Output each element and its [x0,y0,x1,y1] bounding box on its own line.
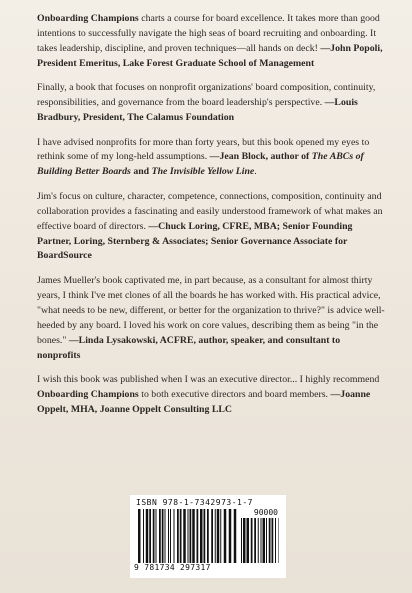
endorsement-attribution: —Chuck Loring, CFRE, MBA; Senior Founding Partner, Loring, Sternberg & Associates; Senior Governance Associate for BoardSource [37,220,353,262]
barcode-bar [192,509,195,563]
attribution-prefix: —Jean Block, author of [209,151,312,163]
barcode-bars [138,509,238,563]
barcode-bar [263,518,266,563]
endorsement-text: I wish this book was published when I was an executive director... I highly recommend [37,374,380,385]
endorsement-popoli [37,12,385,72]
barcode-bar [162,509,164,563]
endorsement-text: I have advised nonprofits for more than forty years, but this book opened my eyes to rethink some of my long-held assumptions. [37,136,370,163]
barcode-bar [272,518,274,563]
barcode-digits: 9 781734 297317 [134,563,211,572]
price-addon-bars [241,518,279,563]
barcode-bar [200,509,203,563]
barcode-bar [170,509,171,563]
barcode-bar [234,509,237,563]
barcode-bar [168,509,169,563]
barcode-bar [197,509,199,563]
attribution-end: . [254,166,257,178]
barcode-bar [258,518,259,563]
barcode-bar [149,509,151,563]
endorsement-attribution: —Louis Bradbury, President, The Calamus Foundation [37,97,358,124]
barcode-bar [165,509,166,563]
endorsement-text: to both executive directors and board members. [138,388,331,400]
barcode-bar [269,518,271,563]
barcode-bar [180,509,182,563]
endorsement-oppelt [37,373,385,418]
isbn-barcode [130,495,286,578]
barcode-bar [188,509,189,563]
endorsement-attribution: —John Popoli, President Emeritus, Lake Forest Graduate School of Management [37,42,383,69]
endorsements [37,12,385,427]
isbn-label: ISBN 978-1-7342973-1-7 [136,498,253,507]
barcode-bar [251,518,253,563]
barcode-bar [183,509,186,563]
barcode-bar [174,509,175,563]
barcode-bar [153,509,155,563]
cited-book-title: The ABCs of Building Better Boards [37,151,364,178]
barcode-bar [224,509,227,563]
endorsement-text: charts a course for board excellence. It takes more than good intentions to successfully navigate the high seas of board recruiting and onboarding. It takes leadership, discipline, and proven techniques—all hands on deck! [37,13,380,54]
attribution-connector: and [130,166,152,178]
barcode-bar [207,509,209,563]
barcode-bar [204,509,206,563]
endorsement-text: James Mueller's book captivated me, in part because, as a consultant for almost thirty years, I think I've met clones of all the boards he has worked with. His practical advice, "what needs to be new, different, or better for the organization to thrive?" is advice well-heeded by any board. I loved his work on core values, describing them as being "in the bones." [37,274,385,346]
barcode-bar [220,509,221,563]
endorsement-loring [37,190,385,265]
book-title: Onboarding Champions [37,13,139,24]
endorsement-text: Jim's focus on culture, character, competence, connections, composition, continuity and collaboration provides a fascinating and easily understood framework of what makes an effective board of directors. [37,190,383,232]
endorsement-attribution: —Joanne Oppelt, MHA, Joanne Oppelt Consulting LLC [37,388,371,415]
endorsement-attribution: —Linda Lysakowski, ACFRE, author, speaker, and consultant to nonprofits [37,334,341,361]
barcode-bar [229,509,232,563]
barcode-bar [146,509,149,563]
barcode-bar [247,518,250,563]
barcode-bar [243,518,246,563]
barcode-bar [211,509,213,563]
book-title: Onboarding Champions [37,388,139,400]
barcode-bar [215,509,216,563]
barcode-bar [143,509,144,563]
endorsement-block [37,136,385,181]
barcode-bar [279,518,280,563]
barcode-bar [254,518,256,563]
endorsement-text: Finally, a book that focuses on nonprofit organizations' board composition, continuity, responsibilities, and governance from the board leadership's perspective. [37,82,376,109]
barcode-bar [241,518,242,563]
barcode-bar [138,509,141,563]
barcode-bar [217,509,220,563]
barcode-bar [190,509,192,563]
barcode-bar [266,518,267,563]
barcode-bar [177,509,179,563]
price-code: 90000 [253,508,278,517]
barcode-bar [275,518,276,563]
endorsement-lysakowski [37,274,385,363]
barcode-bar [159,509,161,563]
barcode-bar [261,518,262,563]
endorsement-bradbury [37,81,385,126]
cited-book-title: The Invisible Yellow Line [151,166,255,178]
barcode-bar [156,509,157,563]
